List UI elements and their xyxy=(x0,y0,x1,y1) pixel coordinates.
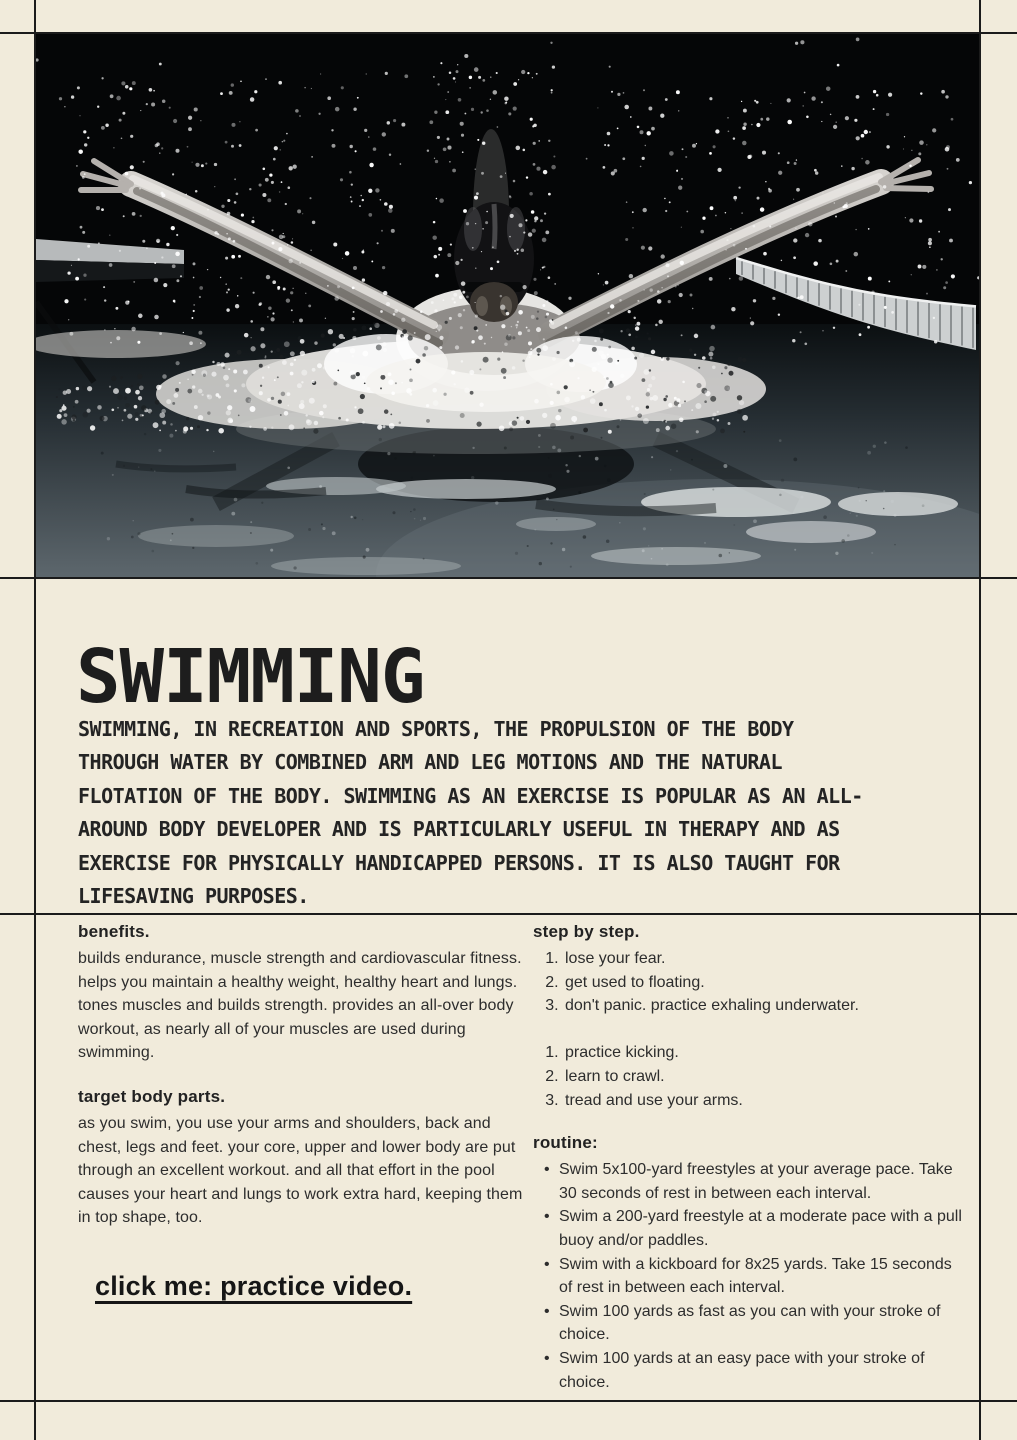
step-item: 3. don't panic. practice exhaling underwater. xyxy=(563,994,967,1018)
left-column xyxy=(78,922,530,1230)
intro-line: AROUND BODY DEVELOPER AND IS PARTICULARLY USEFUL IN THERAPY AND AS xyxy=(78,817,840,842)
routine-list xyxy=(533,1158,967,1394)
page-title: SWIMMING xyxy=(76,634,425,720)
intro-line: EXERCISE FOR PHYSICALLY HANDICAPPED PERSONS. IT IS ALSO TAUGHT FOR xyxy=(78,850,840,875)
benefits-heading: benefits. xyxy=(78,922,150,941)
routine-item: • Swim 100 yards as fast as you can with your stroke of choice. xyxy=(559,1300,967,1347)
practice-video-link[interactable]: click me: practice video. xyxy=(95,1271,413,1301)
hero-photo xyxy=(36,34,979,577)
right-column xyxy=(533,922,967,1394)
step-list-technique xyxy=(533,1041,967,1112)
swimmer-photo-illustration xyxy=(36,34,979,577)
step-by-step-heading: step by step. xyxy=(533,922,640,941)
step-item: 1. practice kicking. xyxy=(563,1041,967,1065)
routine-heading: routine: xyxy=(533,1133,598,1153)
frame-line-below-photo xyxy=(0,577,1017,579)
target-body-parts-body: as you swim, you use your arms and shoulders, back and chest, legs and feet. your core, upper and lower body are put through an excellent workout. and all that effort in the pool causes your heart and lungs to work extra hard, keeping them in top shape, too. xyxy=(78,1114,523,1227)
intro-line: SWIMMING, IN RECREATION AND SPORTS, THE PROPULSION OF THE BODY xyxy=(78,717,794,741)
frame-line-right xyxy=(979,0,981,1440)
target-body-parts-section xyxy=(78,1087,530,1230)
target-body-parts-heading: target body parts. xyxy=(78,1086,226,1106)
step-item: 2. get used to floating. xyxy=(563,971,967,995)
intro-line: LIFESAVING PURPOSES. xyxy=(78,884,309,909)
step-list-basics xyxy=(533,947,967,1018)
benefits-body: builds endurance, muscle strength and cardiovascular fitness. helps you maintain a healthy weight, healthy heart and lungs. tones muscles and builds strength. provides an all-over body workout, as nearly all of your muscles are used during swimming. xyxy=(78,950,522,1062)
step-item: 1. lose your fear. xyxy=(563,947,967,971)
intro-line: FLOTATION OF THE BODY. SWIMMING AS AN EXERCISE IS POPULAR AS AN ALL- xyxy=(78,783,863,808)
step-item: 2. learn to crawl. xyxy=(563,1065,967,1089)
frame-line-bottom xyxy=(0,1400,1017,1402)
intro-line: THROUGH WATER BY COMBINED ARM AND LEG MOTIONS AND THE NATURAL xyxy=(78,750,783,775)
step-item: 3. tread and use your arms. xyxy=(563,1089,967,1113)
routine-item: • Swim with a kickboard for 8x25 yards. Take 15 seconds of rest in between each interval. xyxy=(559,1253,967,1300)
routine-item: • Swim a 200-yard freestyle at a moderate pace with a pull buoy and/or paddles. xyxy=(559,1205,967,1252)
routine-item: • Swim 100 yards at an easy pace with your stroke of choice. xyxy=(559,1347,967,1394)
intro-paragraph xyxy=(78,713,863,913)
routine-item: • Swim 5x100-yard freestyles at your average pace. Take 30 seconds of rest in between each interval. xyxy=(559,1158,967,1205)
benefits-section xyxy=(78,922,530,1065)
